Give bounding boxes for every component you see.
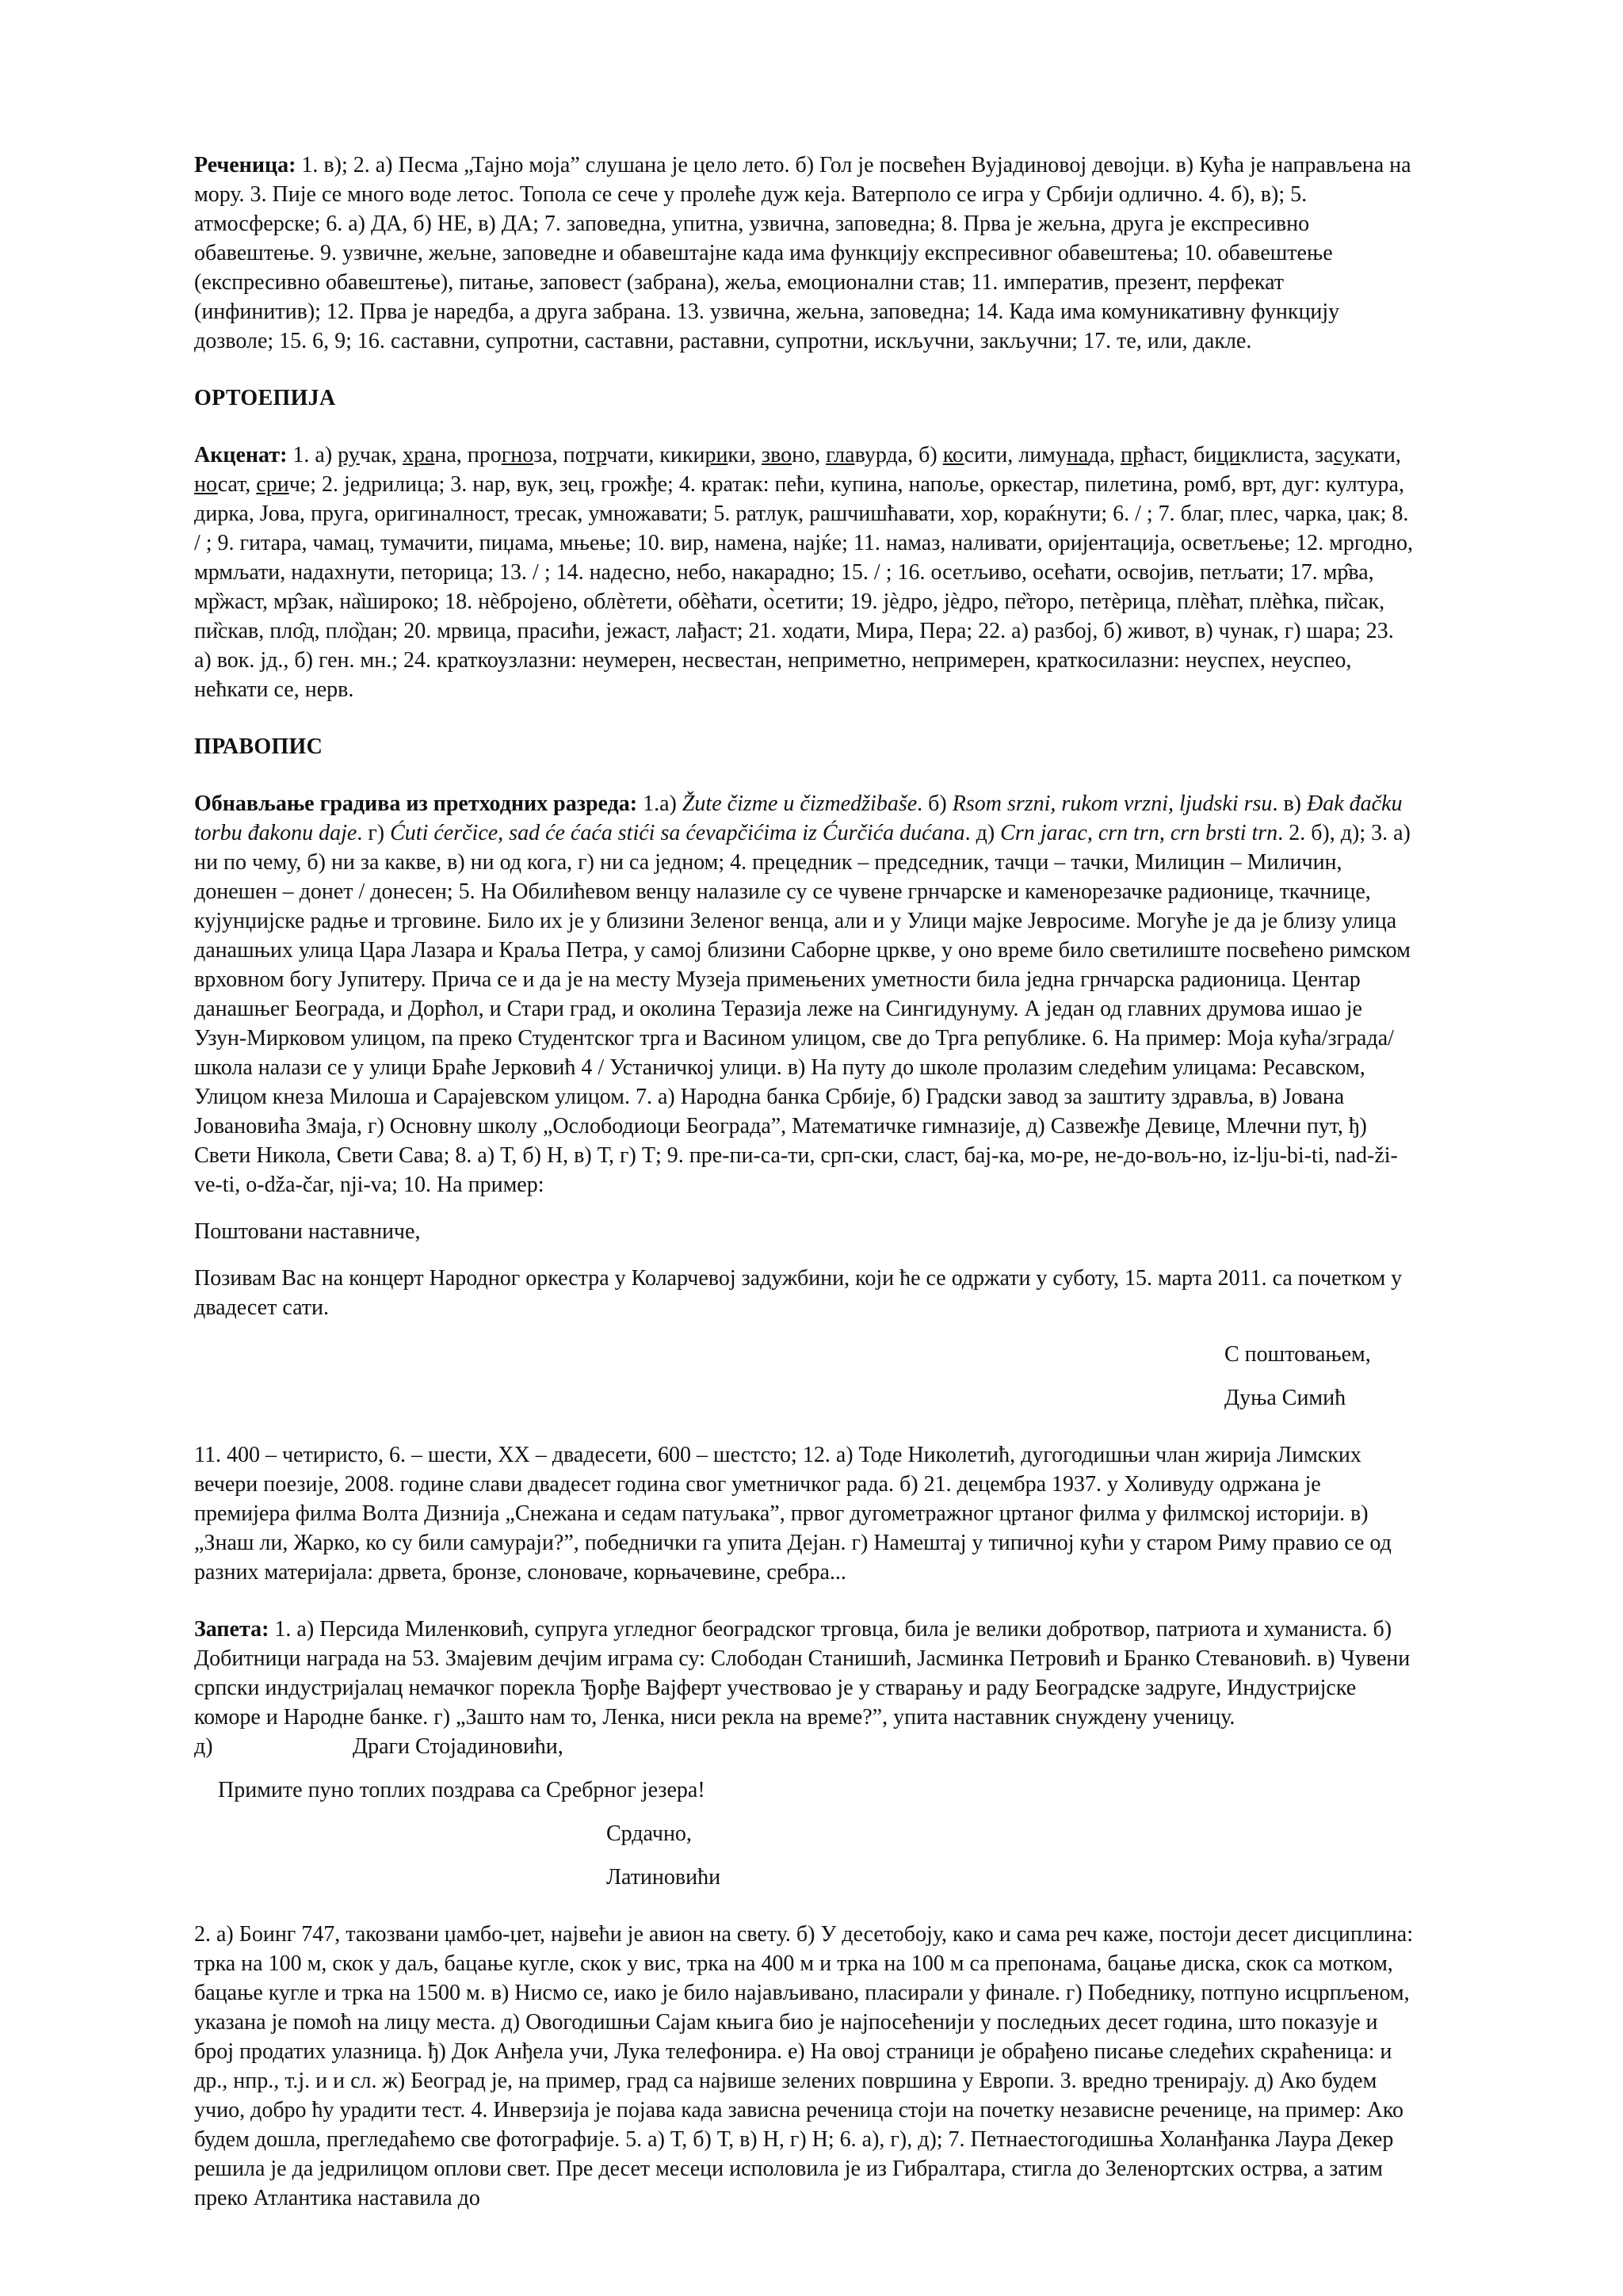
tongue-twister: Žute čizme u čizmedžibaše: [682, 791, 918, 816]
akcenat-text: клиста, за: [1240, 443, 1334, 467]
accent-syllable: на: [1066, 443, 1089, 467]
zapeta-letter-label: д): [194, 1734, 213, 1759]
recenica-text: 1. в); 2. а) Песма „Тајно моја” слушана је цело лето. б) Гол је посвећен Вујадиновој девојци. в) Кућа је направљена на мору. 3. Пије се много воде летос. Топола се сече у пролеће дуж кеја. Ватерполо се игра у Србији одлично. 4. б), в); 5. атмосферске; 6. а) ДА, б) НЕ, в) ДА; 7. заповедна, упитна, узвична, заповедна; 8. Прва је жељна, друга је експресивно обавештење. 9. узвичне, жељне, заповедне и обавештајне када има функцију експресивног обавештења; 10. обавештење (експресивно обавештење), питање, заповест (забрана), жеља, емоционални став; 11. императив, презент, перфекат (инфинитив); 12. Прва је наредба, а друга забрана. 13. узвична, жељна, заповедна; 14. Када има комуникативну функцију дозволе; 15. 6, 9; 16. саставни, супротни, саставни, раставни, супротни, искључни, закључни; 17. те, или, дакле.: [194, 153, 1411, 353]
letter-signature: Дуња Симић: [1224, 1386, 1346, 1410]
akcenat-text: ки,: [727, 443, 762, 467]
accent-syllable: зво: [762, 443, 792, 467]
akcenat-text: ћаст, би: [1144, 443, 1217, 467]
zapeta-letter-closing: Срдачно,: [606, 1821, 692, 1846]
akcenat-text: чак,: [359, 443, 403, 467]
akcenat-text: кати,: [1354, 443, 1401, 467]
obnavljanje-text: . г): [357, 821, 391, 845]
akcenat-text: на, про: [434, 443, 502, 467]
zapeta-letter: [194, 1732, 1415, 1892]
obnavljanje-text: . 2. б), д); 3. а) ни по чему, б) ни за какве, в) ни од кога, г) ни са једном; 4. прецедник – председник, тачци – тачки, Милицин – Миличин, донешен – донет / донесен; 5. На Обилићевом венцу налазиле су се чувене грнчарске и каменорезачке радионице, ткачнице, кујунџијске радње и трговине. Било их је у близини Зеленог венца, али и у Улици мајке Јевросиме. Могуће је да је близу улица данашњих улица Цара Лазара и Краља Петра, у самој близини Саборне цркве, у оно време било светилиште посвећено римском врховном богу Јупитеру. Прича се и да је на месту Музеја примењених уметности била једна грнчарска радионица. Центар данашњег Београда, и Дорћол, и Стари град, и околина Теразија леже на Сингидунуму. А један од главних друмова ишао је Узун-Мирковом улицом, па преко Студентског трга и Васином улицом, све до Трга републике. 6. На пример: Моја кућа/зграда/школа налази се у улици Браће Јерковић 4 / Устаничкој улици. в) На путу до школе пролазим следећим улицама: Ресавском, Улицом кнеза Милоша и Сарајевском улицом. 7. а) Народна банка Србије, б) Градски завод за заштиту здравља, в) Јована Јовановића Змаја, г) Основну школу „Ослободиоци Београда”, Математичке гимназије, д) Сазвежђе Девице, Млечни пут, ђ) Свети Никола, Свети Сава; 8. а) Т, б) Н, в) Т, г) Т; 9. пре-пи-са-ти, срп-ски, сласт, бај-ка, мо-ре, не-до-вољ-но, iz-lju-bi-ti, nad-ži-ve-ti, o-dža-čar, nji-va; 10. На пример:: [194, 821, 1411, 1197]
accent-syllable: сри: [256, 472, 289, 497]
akcenat-text: вурда, б): [854, 443, 943, 467]
ortoepija-heading: ОРТОЕПИЈА: [194, 386, 336, 410]
zapeta-letter-greeting-line: [194, 1732, 1415, 1761]
pravopis-heading: ПРАВОПИС: [194, 734, 323, 759]
tongue-twister: Crn jarac, crn trn, crn brsti trn: [1000, 821, 1278, 845]
obnavljanje-text: 1.а): [637, 791, 682, 816]
akcenat-text: но,: [792, 443, 827, 467]
accent-syllable: хра: [402, 443, 435, 467]
akcenat-text: сити, лиму: [964, 443, 1067, 467]
tongue-twister: Rsom srzni, rukom vrzni, ljudski rsu: [952, 791, 1273, 816]
accent-syllable: ци: [1216, 443, 1241, 467]
accent-syllable: пр: [1121, 443, 1144, 467]
accent-syllable: гно: [501, 443, 534, 467]
tongue-twister: Đak đačku torbu đakonu daje: [194, 791, 1403, 845]
accent-syllable: ко: [942, 443, 964, 467]
accent-syllable: су: [1333, 443, 1354, 467]
zapeta-letter-signature: Латиновићи: [606, 1865, 721, 1890]
zapeta-final-paragraph: 2. а) Боинг 747, такозвани џамбо-џет, највећи је авион на свету. б) У десетобоју, како и сама реч каже, постоји десет дисциплина: трка на 100 м, скок у даљ, бацање кугле, скок у вис, трка на 400 м и трка на 100 м са препонама, бацање диска, скок са мотком, бацање кугле и трка на 1500 м. в) Нисмо се, иако је било најављивано, пласирали у финале. г) Победнику, потпуно исцрпљеном, указана је помоћ на лицу места. д) Овогодишњи Сајам књига био је најпосећенији у последњих десет година, што показује и број продатих улазница. ђ) Док Анђела учи, Лука телефонира. е) На овој страници је обрађено писање следећих скраћеница: и др., нпр., т.ј. и и сл. ж) Београд је, на пример, град са највише зелених површина у Европи. 3. вредно тренирају. д) Ако будем учио, добро ћу урадити тест. 4. Инверзија је појава када зависна реченица стоји на почетку независне реченице, на пример: Ако будем дошла, прегледаћемо све фотографије. 5. а) Т, б) Т, в) Н, г) Н; 6. а), г), д); 7. Петнаестогодишња Холанђанка Лаура Декер решила је да једрилицом оплови свет. Пре десет месеци исполовила је из Гибралтара, стигла до Зеленортских острва, а затим преко Атлантика наставила до: [194, 1922, 1414, 2210]
letter-greeting: Поштовани наставниче,: [194, 1219, 421, 1244]
letter-closing: С поштовањем,: [1224, 1342, 1371, 1367]
akcenat-text: 1. а): [287, 443, 338, 467]
zapeta-text: 1. а) Персида Миленковић, супруга угледног београдског трговца, била је велики добротвор, патриота и хуманиста. б) Добитници награда на 53. Змајевим дечјим играма су: Слободан Станишић, Јасминка Петровић и Бранко Стевановић. в) Чувени српски индустријалац немачког порекла Ђорђе Вајферт учествовао је у стварању и раду Београдске задруге, Индустријске коморе и Народне банке. г) „Зашто нам то, Ленка, ниси рекла на време?”, упита наставник снуждену ученицу.: [194, 1617, 1411, 1730]
zapeta-letter-body: Примите пуно топлих поздрава са Сребрног језера!: [218, 1778, 705, 1802]
recenica-lead: Реченица:: [194, 153, 296, 177]
accent-syllable: тр: [586, 443, 607, 467]
akcenat-lead: Акценат:: [194, 443, 288, 467]
obnavljanje-text: . б): [917, 791, 953, 816]
accent-syllable: но: [194, 472, 218, 497]
document-page: [194, 151, 1415, 2213]
akcenat-text: да,: [1088, 443, 1121, 467]
akcenat-text: чати, кики: [606, 443, 705, 467]
zapeta-lead: Запета:: [194, 1617, 269, 1642]
accent-syllable: ру: [338, 443, 360, 467]
recenica-paragraph: [194, 151, 1415, 356]
obnavljanje-paragraph: [194, 789, 1415, 1199]
akcenat-text: че; 2. једрилица; 3. нар, вук, зец, грожђе; 4. кратак: пећи, купина, напоље, оркестар, пилетина, ромб, врт, дуг: култура, дирка, Јова, пруга, оригиналност, тресак, умножавати; 5. ратлук, рашчишћавати, хор, кораќнути; 6. / ; 7. благ, плес, чарка, џак; 8. / ; 9. гитара, чамац, тумачити, пиџама, мњење; 10. вир, намена, најќе; 11. намаз, наливати, оријентација, осветљење; 12. мргодно, мрмљати, надахнути, петорица; 13. / ; 14. надесно, небо, накарадно; 15. / ; 16. осетљиво, осећати, освојив, петљати; 17. мр̂ва, мр̏жаст, мр̂зак, на̏широко; 18. нѐбројено, облѐтети, обѐћати, о̀сетити; 19. јѐдро, јѐдро, пе̏торо, петѐрица, плѐћат, плѐћка, пи̏сак, пи̏скав, пло̑д, пло̏дан; 20. мрвица, прасићи, јежаст, лађаст; 21. ходати, Мира, Пера; 22. а) разбој, б) живот, в) чунак, г) шара; 23. а) вок. јд., б) ген. мн.; 24. краткоузлазни: неумерен, несвестан, неприметно, непримерен, краткосилазни: неуспех, неуспео, нећкати се, нерв.: [194, 472, 1414, 702]
akcenat-text: за, по: [533, 443, 586, 467]
akcenat-paragraph: [194, 441, 1415, 704]
tongue-twister: Ćuti ćerčice, sad će ćaća stići sa ćevapčićima iz Ćurčića dućana: [390, 821, 965, 845]
pravopis-items-11-12: 11. 400 – четиристо, 6. – шести, XX – двадесети, 600 – шестсто; 12. а) Тоде Николетић, дугогодишњи члан жирија Лимских вечери поезије, 2008. године слави двадесет година свог уметничког рада. б) 21. децембра 1937. у Холивуду одржана је премијера филма Волта Дизнија „Снежана и седам патуљака”, првог дугометражног цртаног филма у филмској историји. в) „Знаш ли, Жарко, ко су били самураји?”, победнички га упита Дејан. г) Намештај у типичној кући у старом Риму правио се од разних материјала: дрвета, бронзе, слоноваче, корњачевине, сребра...: [194, 1443, 1392, 1585]
accent-syllable: ри: [705, 443, 728, 467]
akcenat-text: сат,: [217, 472, 257, 497]
obnavljanje-text: . в): [1272, 791, 1307, 816]
obnavljanje-lead: Обнављање градива из претходних разреда:: [194, 791, 638, 816]
zapeta-paragraph: [194, 1615, 1415, 1732]
zapeta-letter-greeting: Драги Стојадиновићи,: [353, 1734, 563, 1759]
accent-syllable: гла: [826, 443, 855, 467]
letter-body: Позивам Вас на концерт Народног оркестра у Коларчевој задужбини, који ће се одржати у суботу, 15. марта 2011. са почетком у двадесет сати.: [194, 1266, 1403, 1320]
obnavljanje-text: . д): [964, 821, 1001, 845]
